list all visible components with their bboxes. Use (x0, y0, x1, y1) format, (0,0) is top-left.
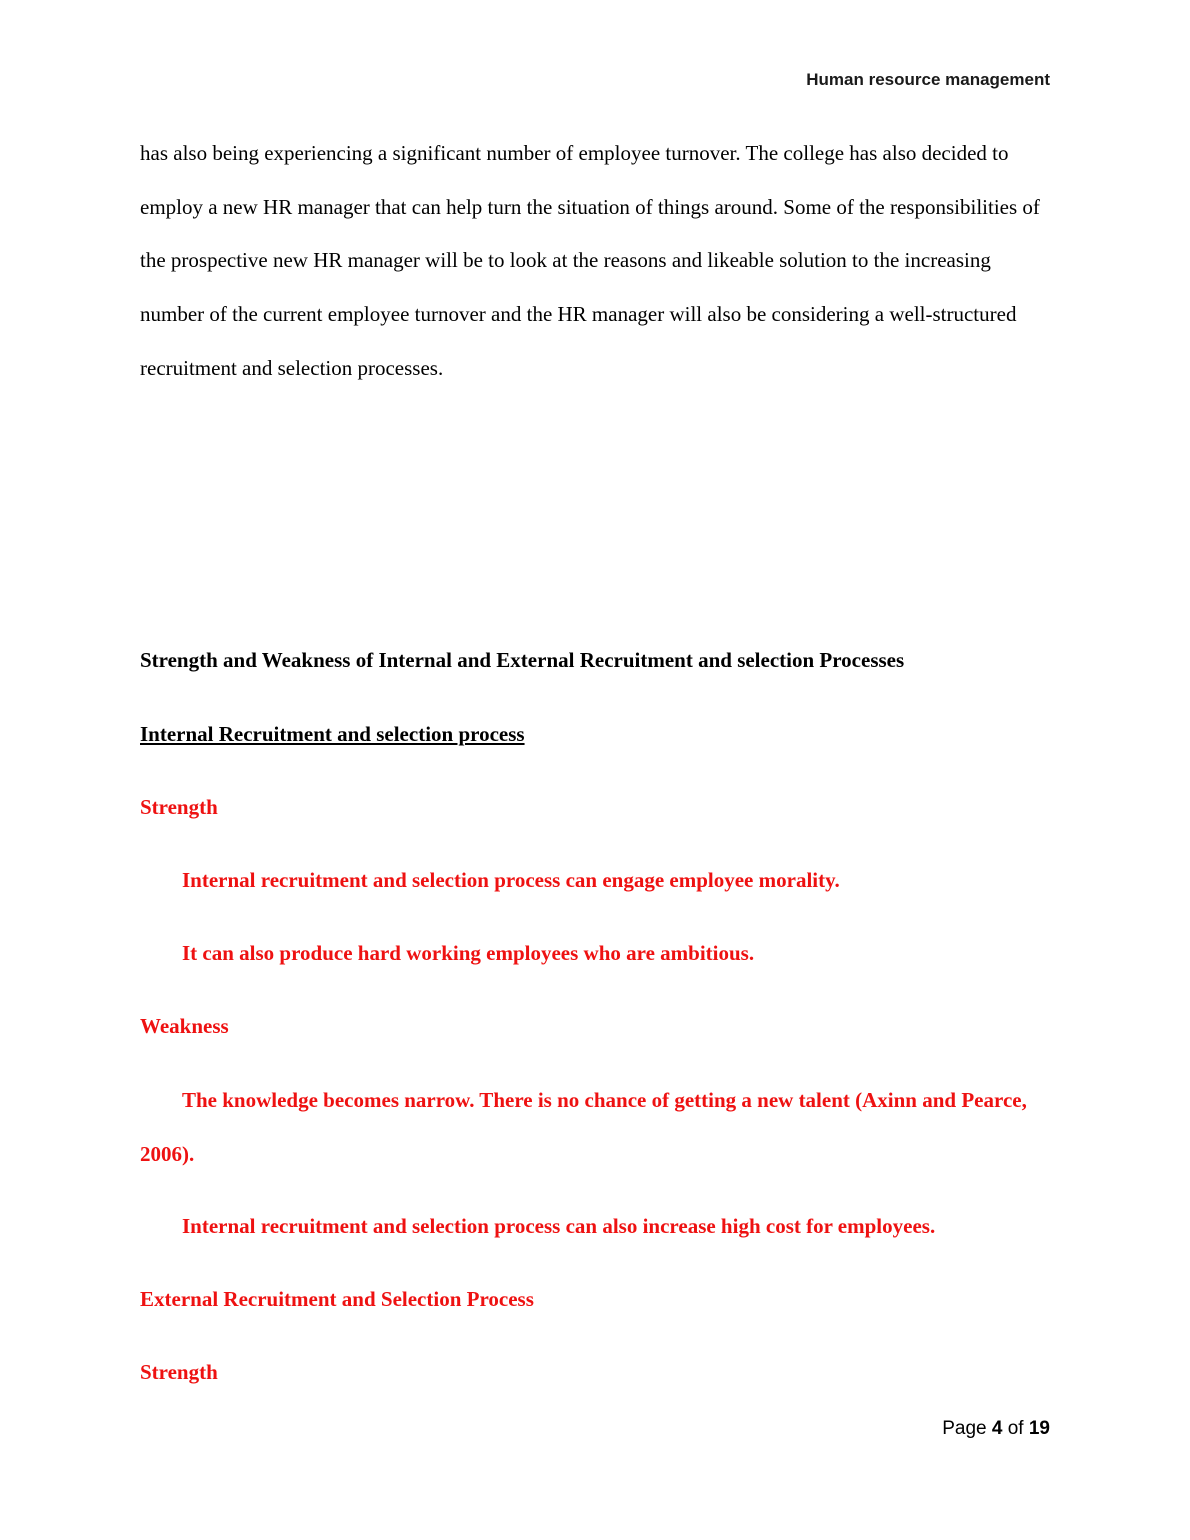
external-recruitment-title: External Recruitment and Selection Process (140, 1287, 534, 1311)
internal-strength-item: Internal recruitment and selection process can engage employee morality. (182, 868, 840, 892)
running-header: Human resource management (806, 70, 1050, 89)
external-strength-label: Strength (140, 1360, 218, 1384)
internal-weakness-item: The knowledge becomes narrow. There is no chance of getting a new talent (Axinn and Pearce, 2006). (140, 1088, 1027, 1166)
page-word: Page (942, 1418, 987, 1439)
internal-recruitment-title: Internal Recruitment and selection process (140, 722, 525, 746)
section-heading: Strength and Weakness of Internal and External Recruitment and selection Processes (140, 648, 905, 672)
current-page: 4 (991, 1418, 1003, 1439)
internal-weakness-item: Internal recruitment and selection process can also increase high cost for employees. (182, 1214, 936, 1238)
of-word: of (1007, 1418, 1024, 1439)
internal-strength-label: Strength (140, 795, 218, 819)
total-pages: 19 (1028, 1418, 1050, 1439)
intro-paragraph: has also being experiencing a significant number of employee turnover. The college has also decided to employ a new HR manager that can help turn the situation of things around. Some of the responsibilities of the prospective new HR manager will be to look at the reasons and likeable solution to the increasing number of the current employee turnover and the HR manager will also be considering a well-structured recruitment and selection processes. (140, 141, 1040, 380)
internal-weakness-label: Weakness (140, 1014, 229, 1038)
internal-strength-item: It can also produce hard working employees who are ambitious. (182, 941, 755, 965)
page-number (942, 1418, 1050, 1440)
